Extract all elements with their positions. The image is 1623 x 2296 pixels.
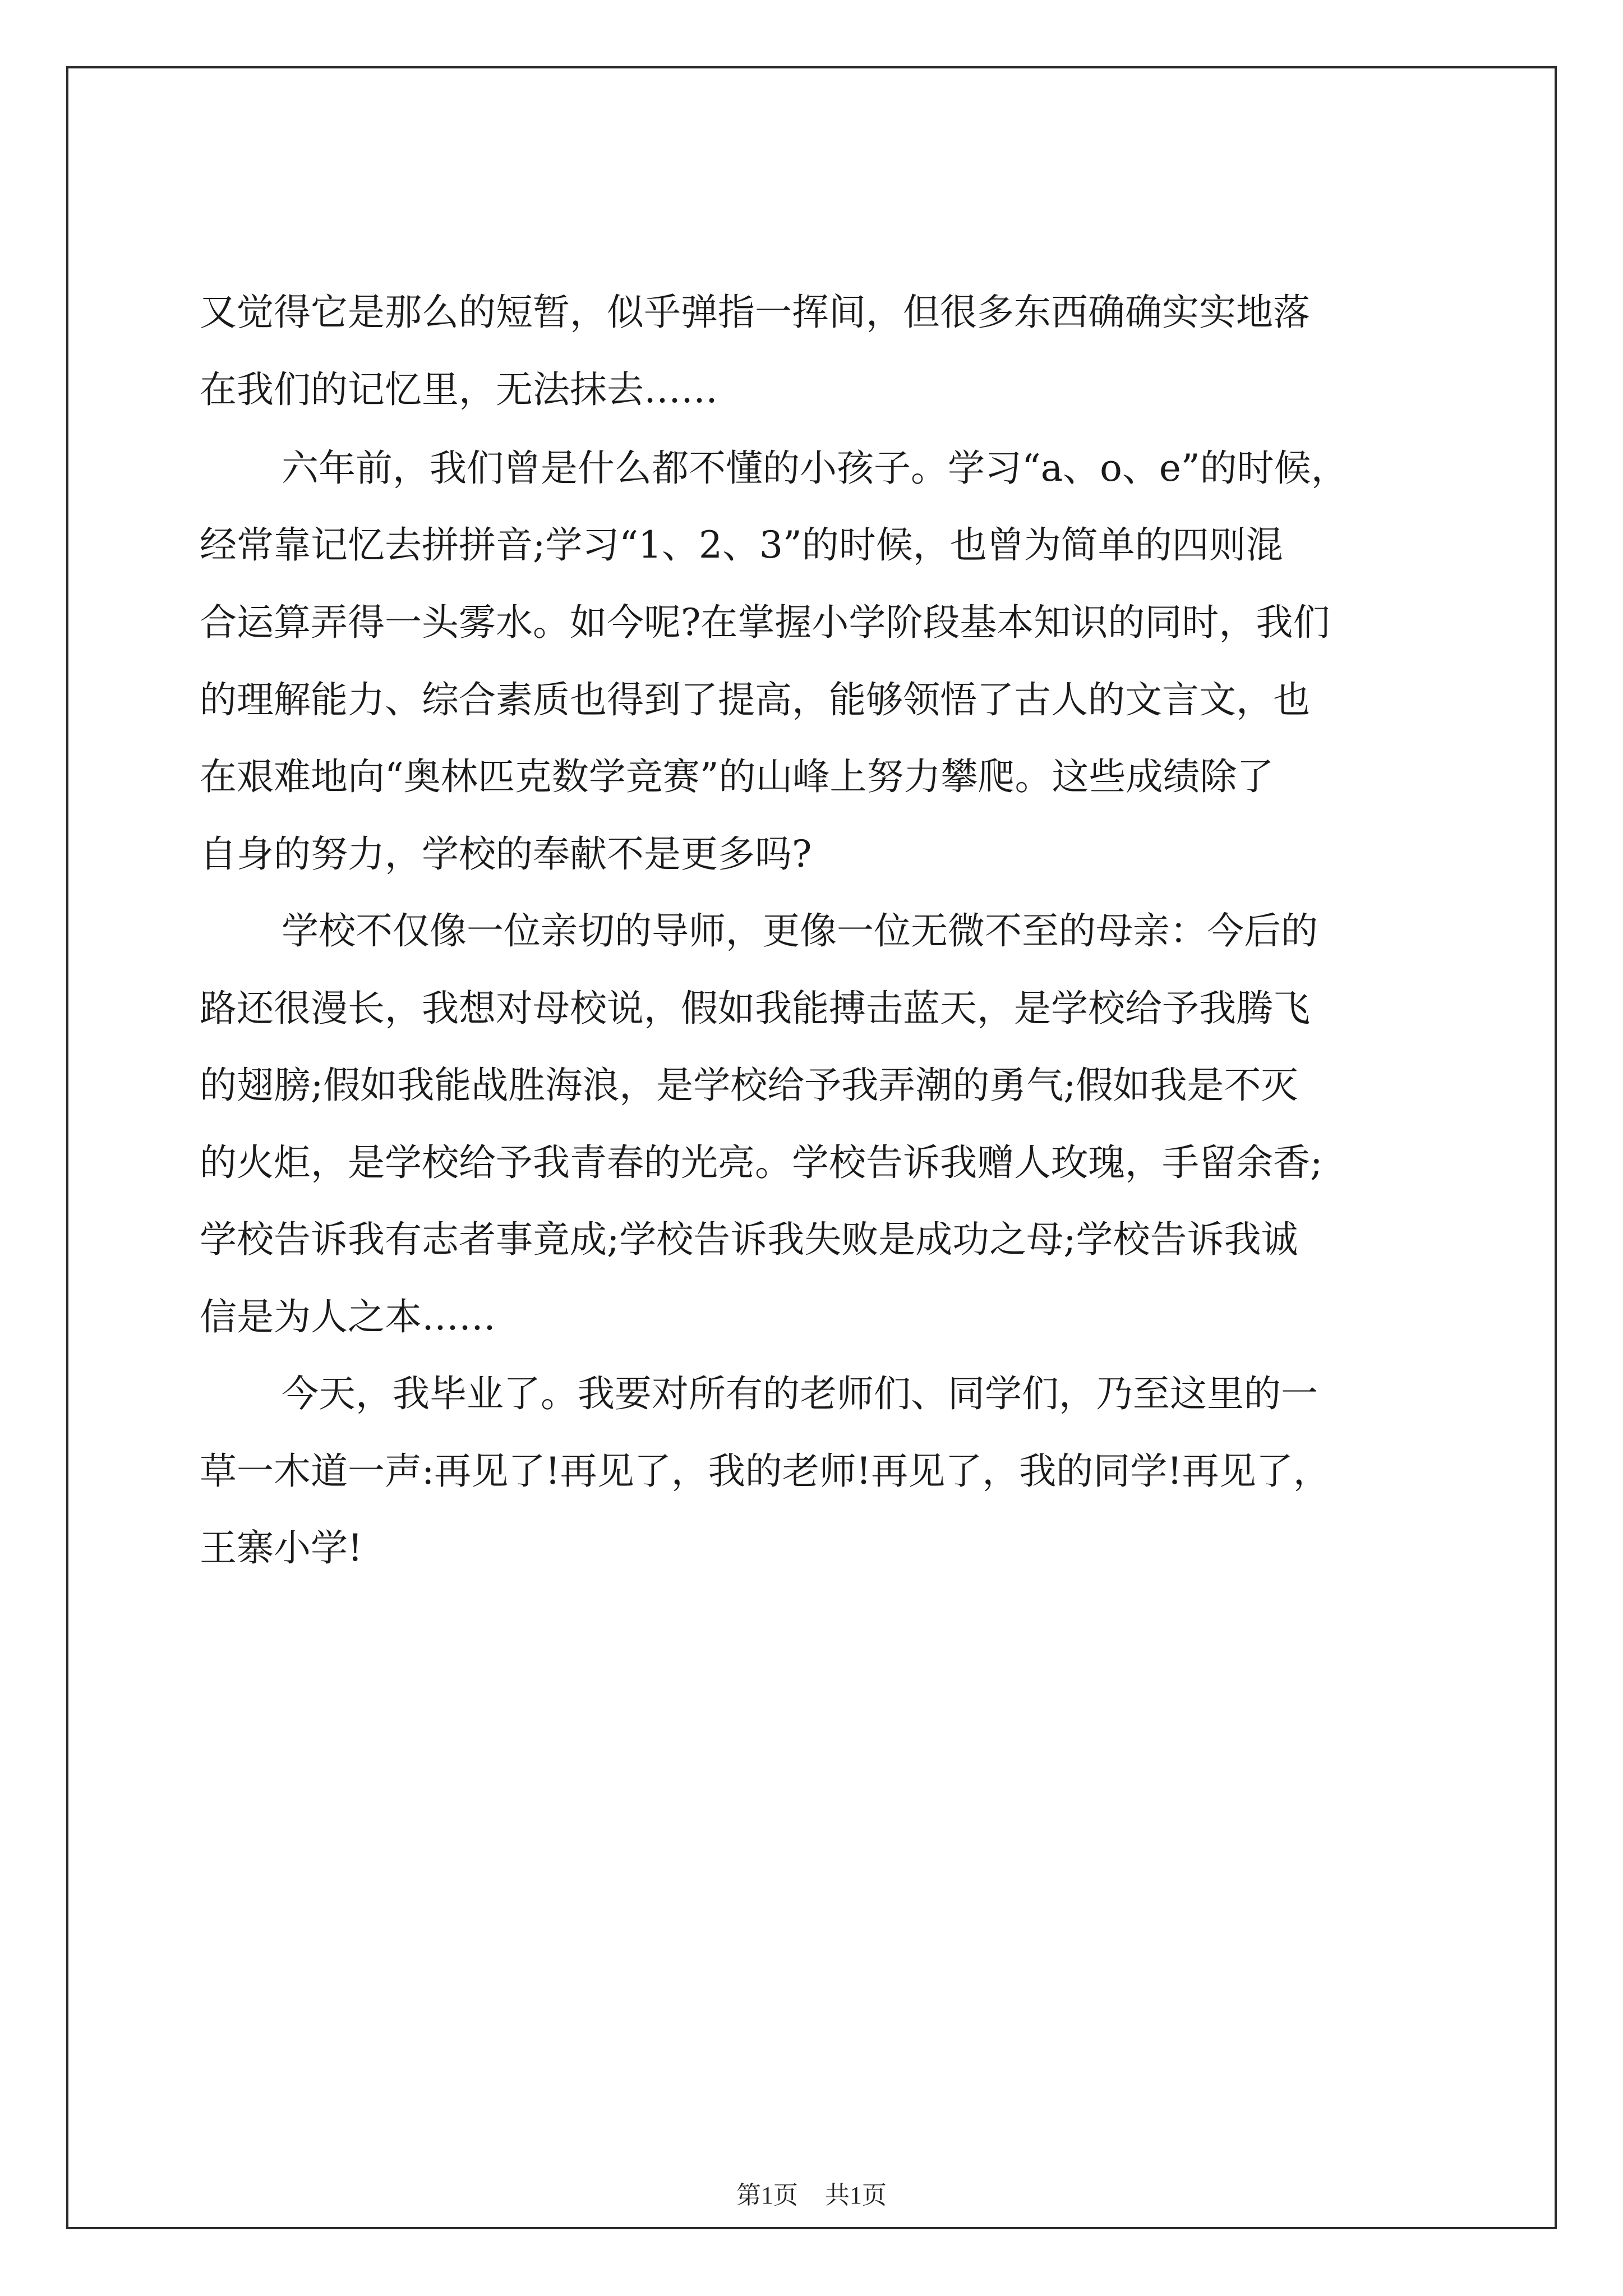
text-line: 经常靠记忆去拼拼音;学习“1、2、3”的时候，也曾为简单的四则混 [200, 523, 1283, 567]
text-line: 又觉得它是那么的短暂，似乎弹指一挥间，但很多东西确确实实地落 [200, 291, 1310, 334]
text-line: 的火炬，是学校给予我青春的光亮。学校告诉我赠人玫瑰，手留余香; [200, 1141, 1323, 1184]
page-frame [66, 66, 1557, 2229]
text-line: 自身的努力，学校的奉献不是更多吗? [200, 832, 812, 876]
text-line: 在艰难地向“奥林匹克数学竞赛”的山峰上努力攀爬。这些成绩除了 [200, 755, 1274, 798]
text-line: 草一木道一声:再见了!再见了，我的老师!再见了，我的同学!再见了， [200, 1450, 1330, 1493]
page-number: 第1页 [736, 2182, 798, 2209]
text-line: 的理解能力、综合素质也得到了提高，能够领悟了古人的文言文，也 [200, 678, 1310, 721]
page-total: 共1页 [825, 2182, 887, 2209]
text-line: 学校告诉我有志者事竟成;学校告诉我失败是成功之母;学校告诉我诚 [200, 1218, 1298, 1261]
text-line: 在我们的记忆里，无法抹去…… [200, 368, 718, 411]
text-line: 王寨小学! [200, 1526, 363, 1570]
text-line: 信是为人之本…… [200, 1295, 496, 1338]
text-line: 六年前，我们曾是什么都不懂的小孩子。学习“a、o、e”的时候， [282, 447, 1348, 490]
text-line: 今天，我毕业了。我要对所有的老师们、同学们，乃至这里的一 [282, 1372, 1318, 1415]
page-footer [68, 2183, 1555, 2208]
text-line: 学校不仅像一位亲切的导师，更像一位无微不至的母亲：今后的 [282, 909, 1318, 953]
text-line: 路还很漫长，我想对母校说，假如我能搏击蓝天，是学校给予我腾飞 [200, 987, 1310, 1030]
text-line: 的翅膀;假如我能战胜海浪，是学校给予我弄潮的勇气;假如我是不灭 [200, 1064, 1298, 1107]
text-line: 合运算弄得一头雾水。如今呢?在掌握小学阶段基本知识的同时，我们 [200, 601, 1330, 644]
